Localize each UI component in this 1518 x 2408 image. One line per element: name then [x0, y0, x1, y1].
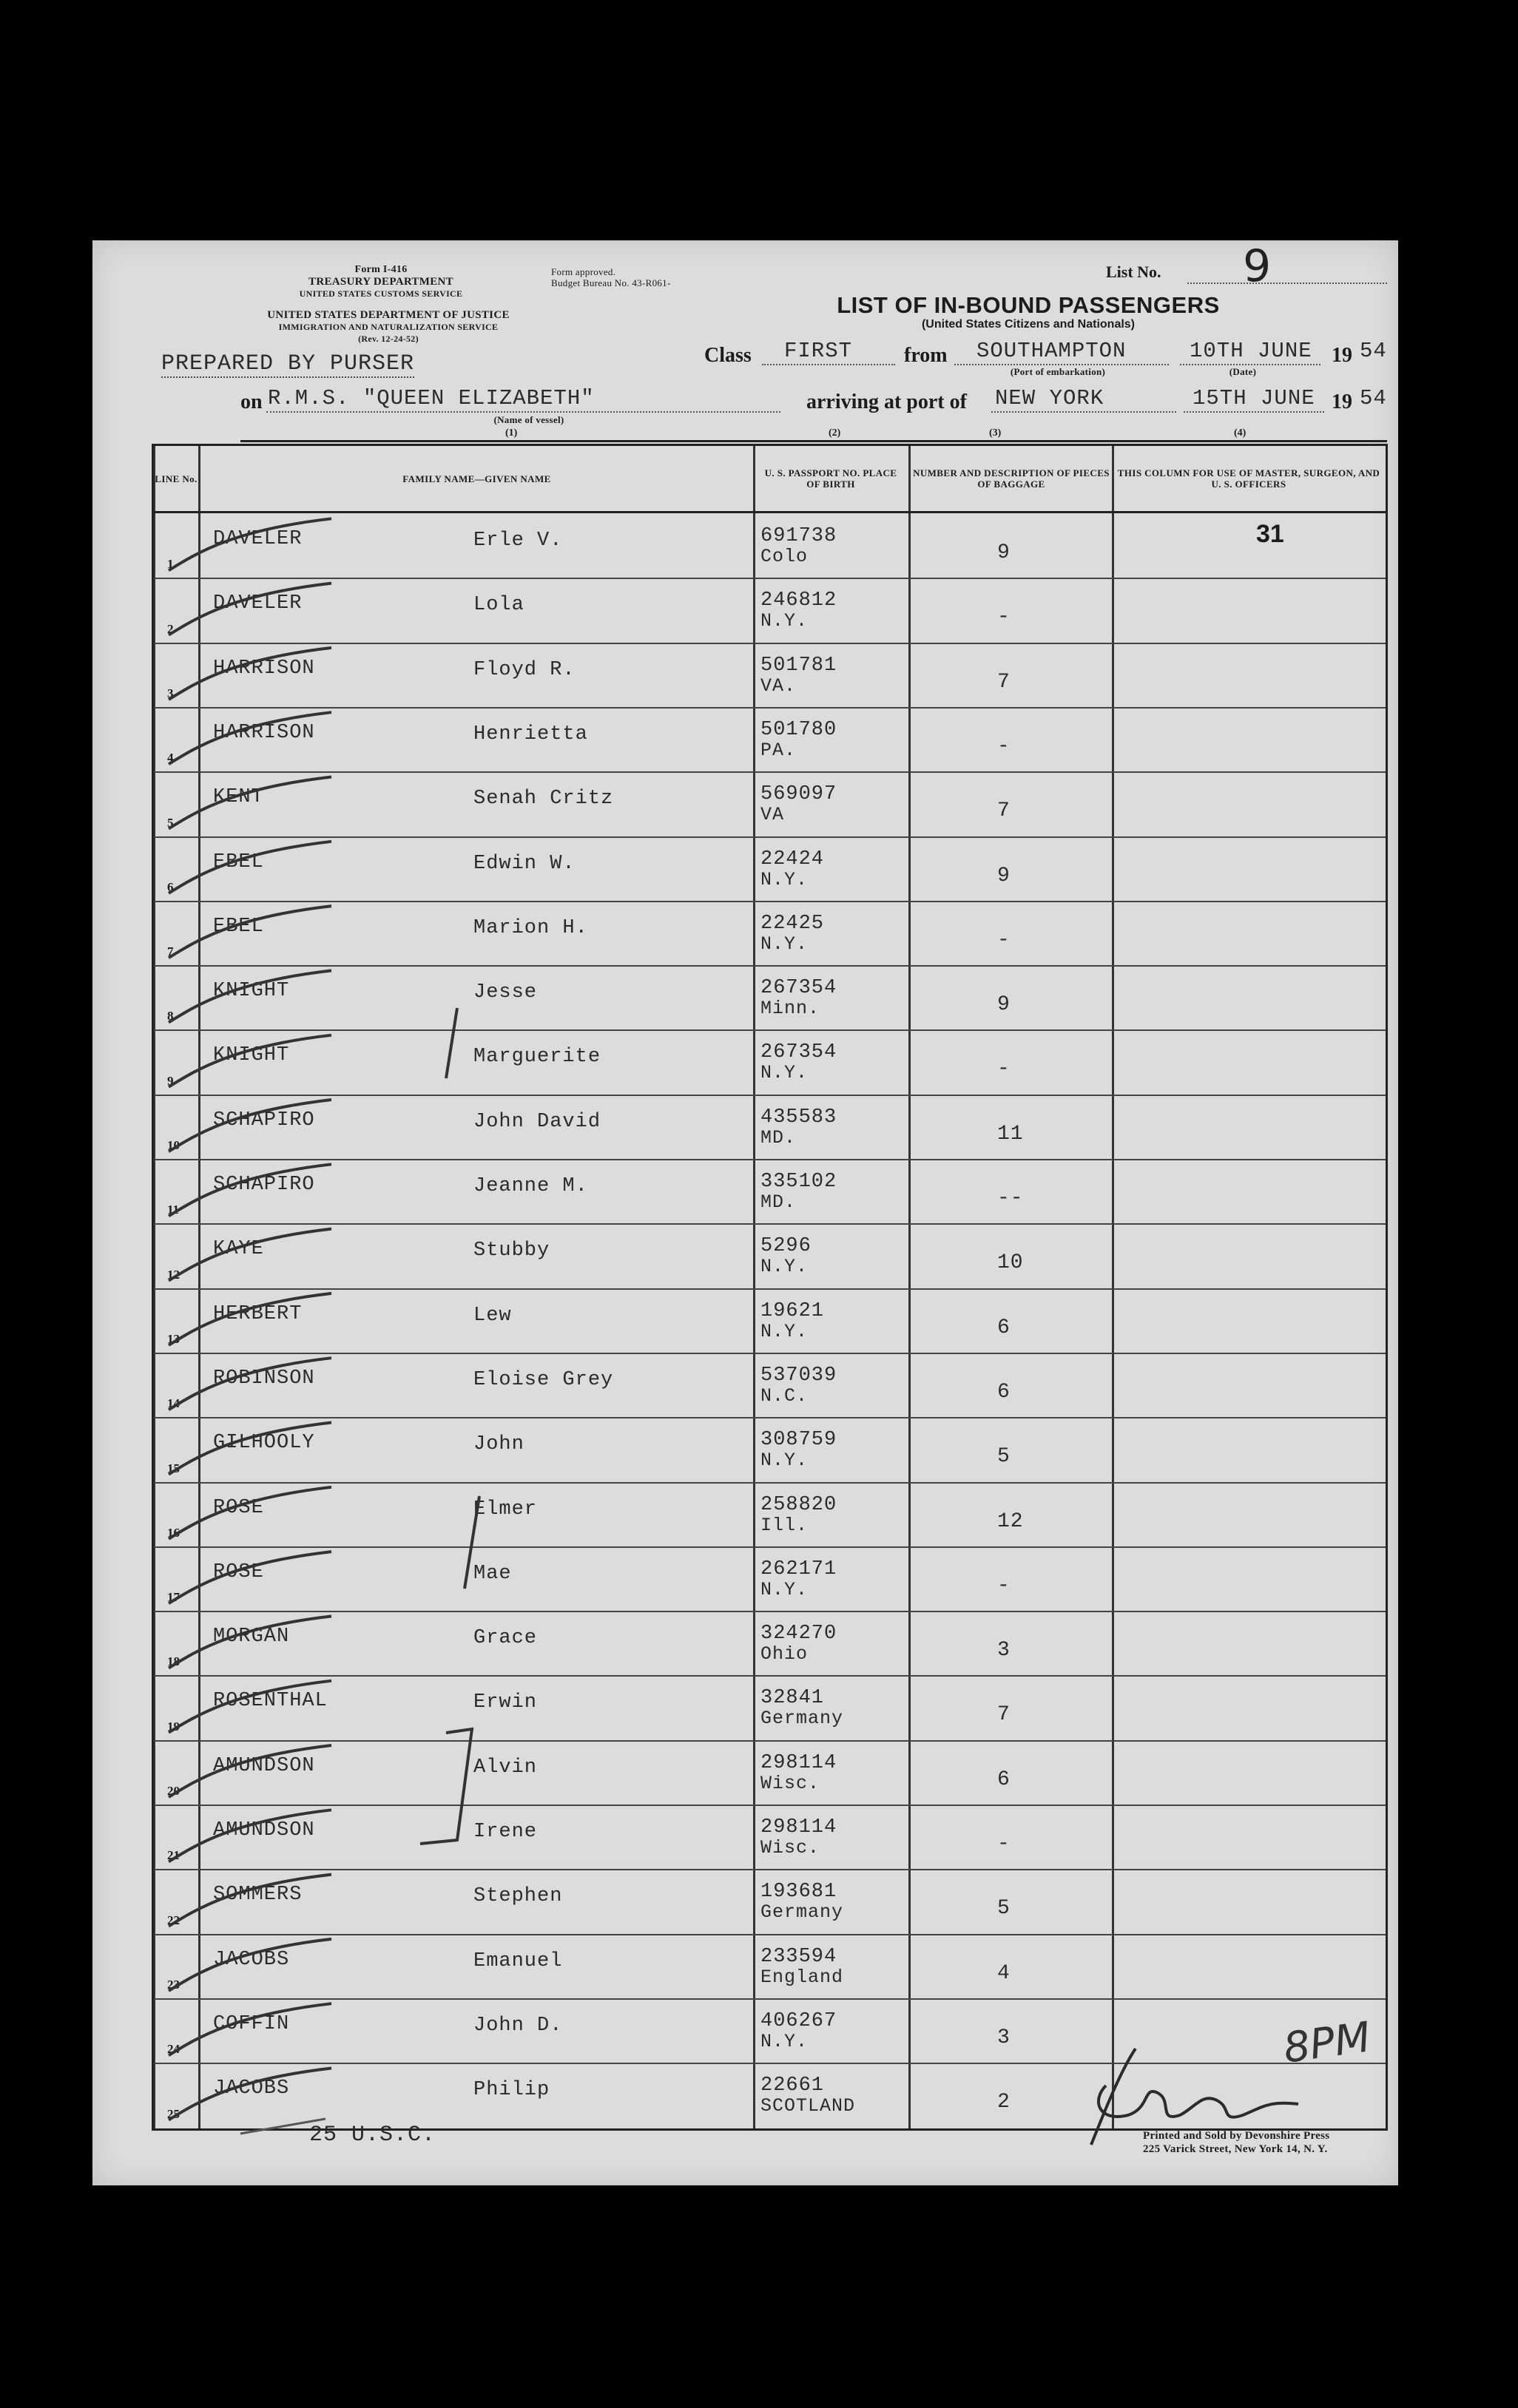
check-mark: [169, 1423, 331, 1475]
class-value: FIRST: [784, 339, 853, 363]
place-of-birth: N.Y.: [760, 1320, 809, 1342]
given-name: Irene: [473, 1821, 538, 1843]
header-rule: [240, 440, 1387, 442]
baggage-count: 5: [997, 1897, 1011, 1921]
place-of-birth: VA.: [760, 674, 797, 697]
given-name: Mae: [473, 1562, 512, 1585]
line-number: 1: [167, 557, 174, 572]
family-name: SCHAPIRO: [213, 1109, 315, 1132]
given-name: Marion H.: [473, 916, 588, 939]
line-number: 14: [167, 1396, 180, 1411]
check-mark: [169, 1100, 331, 1151]
check-mark: [169, 1229, 331, 1281]
place-of-birth: N.Y.: [760, 1062, 809, 1084]
handwritten-time: 8PM: [1281, 2013, 1374, 2073]
line-number: 9: [167, 1073, 174, 1088]
given-name: John D.: [473, 2014, 563, 2037]
passport-number: 262171: [760, 1558, 837, 1580]
line-number: 18: [167, 1654, 180, 1669]
baggage-count: -: [997, 1574, 1011, 1597]
baggage-count: 7: [997, 1703, 1011, 1727]
place-of-birth: Wisc.: [760, 1772, 820, 1794]
check-mark: [169, 1552, 331, 1603]
given-name: Stubby: [473, 1239, 550, 1262]
line-number: 19: [167, 1719, 180, 1734]
given-name: Lew: [473, 1304, 512, 1327]
check-mark: [169, 1035, 331, 1087]
line-number: 23: [167, 1977, 180, 1992]
passenger-table: [152, 444, 1388, 2131]
vessel-name: R.M.S. "QUEEN ELIZABETH": [268, 386, 595, 410]
given-name: Marguerite: [473, 1046, 601, 1069]
class-label: Class: [704, 344, 752, 367]
given-name: John: [473, 1433, 524, 1456]
passport-number: 298114: [760, 1816, 837, 1839]
place-of-birth: Germany: [760, 1901, 844, 1924]
line-number: 10: [167, 1138, 180, 1152]
place-of-birth: MD.: [760, 1126, 797, 1149]
line-number: 22: [167, 1912, 180, 1927]
baggage-count: 6: [997, 1316, 1011, 1339]
baggage-count: 9: [997, 993, 1011, 1017]
justice-header: [237, 309, 540, 345]
given-name: Alvin: [473, 1756, 538, 1779]
check-mark: [169, 1681, 331, 1733]
arrival-year: 54: [1360, 386, 1387, 410]
given-name: Floyd R.: [473, 658, 576, 681]
stray-mark: [237, 2111, 333, 2141]
passport-number: 406267: [760, 2009, 837, 2032]
family-name: AMUNDSON: [213, 1819, 315, 1841]
baggage-count: 9: [997, 864, 1011, 887]
place-of-birth: Colo: [760, 546, 809, 567]
line-number: 25: [167, 2106, 180, 2121]
passport-number: 537039: [760, 1364, 837, 1387]
col-marker-1: (1): [505, 427, 518, 439]
baggage-count: -: [997, 1833, 1011, 1856]
passport-number: 569097: [760, 783, 837, 806]
arrival-date-line: [1184, 411, 1324, 413]
baggage-count: 4: [997, 1961, 1011, 1985]
bracket-mark: [446, 1008, 457, 1078]
given-name: Erwin: [473, 1691, 538, 1714]
line-number: 15: [167, 1461, 180, 1475]
family-name: ROSE: [213, 1496, 264, 1519]
baggage-count: 3: [997, 1639, 1011, 1663]
family-name: MORGAN: [213, 1626, 290, 1648]
family-name: ROSE: [213, 1560, 264, 1583]
check-mark: [169, 1358, 331, 1410]
arriving-label: arriving at port of: [806, 390, 967, 413]
passport-number: 22424: [760, 848, 825, 870]
arrival-port: NEW YORK: [995, 386, 1104, 410]
baggage-count: -: [997, 928, 1011, 952]
line-number: 6: [167, 879, 174, 894]
bracket-mark: [420, 1729, 472, 1844]
baggage-count: 9: [997, 541, 1011, 564]
check-mark: [169, 1487, 331, 1539]
baggage-count: --: [997, 1187, 1024, 1210]
col-marker-2: (2): [829, 427, 841, 439]
passport-number: 501781: [760, 654, 837, 677]
family-name: SCHAPIRO: [213, 1174, 315, 1196]
header-name: FAMILY NAME—GIVEN NAME: [402, 473, 551, 484]
family-name: ROBINSON: [213, 1367, 315, 1390]
printer-line-1: Printed and Sold by Devonshire Press: [1143, 2130, 1330, 2142]
line-number: 24: [167, 2042, 180, 2057]
col-marker-3: (3): [989, 427, 1002, 439]
check-mark: [169, 906, 331, 958]
family-name: HARRISON: [213, 721, 315, 744]
family-name: ROSENTHAL: [213, 1690, 328, 1713]
passport-number: 22661: [760, 2074, 825, 2097]
place-of-birth: England: [760, 1966, 844, 1988]
passport-number: 501780: [760, 718, 837, 741]
passport-number: 267354: [760, 977, 837, 1000]
line-number: 20: [167, 1784, 180, 1798]
line-number: 7: [167, 944, 174, 959]
page-title: LIST OF IN-BOUND PASSENGERS: [837, 292, 1220, 318]
check-mark: [169, 2003, 331, 2055]
family-name: KNIGHT: [213, 980, 290, 1003]
year-prefix-1: 19: [1332, 344, 1352, 367]
printer-line-2: 225 Varick Street, New York 14, N. Y.: [1143, 2143, 1328, 2155]
officer-note: 31: [1256, 520, 1284, 548]
passport-number: 193681: [760, 1881, 837, 1904]
check-mark: [169, 1810, 331, 1861]
passport-number: 335102: [760, 1171, 837, 1193]
place-of-birth: Ohio: [760, 1643, 809, 1665]
passport-number: 233594: [760, 1945, 837, 1968]
family-name: HERBERT: [213, 1302, 303, 1325]
check-mark: [169, 1293, 331, 1345]
family-name: HARRISON: [213, 657, 315, 680]
line-number: 5: [167, 815, 174, 830]
check-mark: [169, 1939, 331, 1991]
ins-service: IMMIGRATION AND NATURALIZATION SERVICE: [278, 322, 499, 332]
line-number: 17: [167, 1590, 180, 1605]
port-caption: (Port of embarkation): [1010, 366, 1106, 377]
form-header-left: [285, 264, 477, 300]
page-subtitle: (United States Citizens and Nationals): [921, 318, 1136, 331]
embarkation-port: SOUTHAMPTON: [976, 339, 1127, 363]
family-name: EBEL: [213, 915, 264, 938]
place-of-birth: N.Y.: [760, 1256, 809, 1278]
passport-number: 258820: [760, 1493, 837, 1516]
baggage-count: 3: [997, 2026, 1011, 2049]
baggage-count: 12: [997, 1509, 1024, 1533]
check-mark: [169, 970, 331, 1022]
port-line: [954, 364, 1169, 365]
given-name: Eloise Grey: [473, 1368, 614, 1391]
header-passport: U. S. PASSPORT NO. PLACE OF BIRTH: [764, 467, 897, 490]
given-name: Elmer: [473, 1498, 538, 1521]
family-name: KNIGHT: [213, 1044, 290, 1067]
passport-number: 19621: [760, 1299, 825, 1322]
family-name: SOMMERS: [213, 1884, 303, 1907]
place-of-birth: N.Y.: [760, 933, 809, 955]
place-of-birth: SCOTLAND: [760, 2095, 856, 2117]
family-name: JACOBS: [213, 2077, 290, 2100]
header-officers: THIS COLUMN FOR USE OF MASTER, SURGEON, AND U. S. OFFICERS: [1117, 467, 1380, 490]
family-name: JACOBS: [213, 1948, 290, 1971]
customs-service: UNITED STATES CUSTOMS SERVICE: [299, 288, 463, 299]
baggage-count: 10: [997, 1251, 1024, 1275]
given-name: Jeanne M.: [473, 1175, 588, 1197]
place-of-birth: MD.: [760, 1191, 797, 1213]
check-mark: [169, 518, 331, 570]
line-number: 3: [167, 686, 174, 700]
year-prefix-2: 19: [1332, 390, 1352, 413]
justice-dept: UNITED STATES DEPARTMENT OF JUSTICE: [267, 309, 510, 321]
family-name: KAYE: [213, 1238, 264, 1261]
arrival-date: 15TH JUNE: [1193, 386, 1315, 410]
passport-number: 691738: [760, 525, 837, 547]
class-line: [762, 364, 895, 365]
baggage-count: 6: [997, 1768, 1011, 1791]
given-name: Philip: [473, 2079, 550, 2102]
header-line-no: LINE No.: [155, 473, 198, 484]
family-name: COFFIN: [213, 2012, 290, 2035]
place-of-birth: N.Y.: [760, 1578, 809, 1600]
treasury-dept: TREASURY DEPARTMENT: [308, 276, 453, 288]
revision: (Rev. 12-24-52): [358, 334, 419, 344]
arrival-port-line: [991, 411, 1176, 413]
departure-date: 10TH JUNE: [1190, 339, 1312, 363]
baggage-count: -: [997, 606, 1011, 629]
from-label: from: [904, 344, 948, 367]
given-name: Stephen: [473, 1885, 563, 1908]
date-line: [1180, 364, 1320, 365]
check-mark: [169, 842, 331, 893]
place-of-birth: PA.: [760, 739, 797, 761]
check-mark: [169, 1164, 331, 1216]
departure-year: 54: [1360, 339, 1387, 363]
form-approval: [551, 266, 751, 288]
passport-number: 298114: [760, 1751, 837, 1774]
family-name: KENT: [213, 786, 264, 809]
bracket-mark: [465, 1496, 479, 1589]
passport-number: 435583: [760, 1106, 837, 1129]
given-name: Grace: [473, 1627, 538, 1650]
header-baggage: NUMBER AND DESCRIPTION OF PIECES OF BAGGAGE: [913, 467, 1110, 490]
baggage-count: 7: [997, 670, 1011, 694]
passport-number: 22425: [760, 912, 825, 935]
passport-number: 267354: [760, 1041, 837, 1064]
given-name: Lola: [473, 594, 524, 617]
baggage-count: 2: [997, 2091, 1011, 2114]
list-no-label: List No.: [1106, 263, 1161, 281]
usc-code: 25 U.S.C.: [309, 2123, 436, 2148]
given-name: Emanuel: [473, 1949, 563, 1972]
vessel-caption: (Name of vessel): [493, 414, 564, 425]
baggage-count: 11: [997, 1122, 1024, 1146]
officer-signature: [1076, 2041, 1328, 2152]
family-name: AMUNDSON: [213, 1754, 315, 1777]
place-of-birth: Wisc.: [760, 1837, 820, 1859]
place-of-birth: N.Y.: [760, 868, 809, 890]
given-name: Henrietta: [473, 723, 588, 745]
baggage-count: -: [997, 734, 1011, 758]
given-name: Jesse: [473, 981, 538, 1004]
budget-bureau: Budget Bureau No. 43-R061-: [551, 277, 671, 288]
baggage-count: -: [997, 1058, 1011, 1081]
given-name: John David: [473, 1110, 601, 1133]
col-marker-4: (4): [1234, 427, 1247, 439]
passport-number: 5296: [760, 1235, 812, 1258]
on-label: on: [240, 390, 263, 413]
check-mark: [169, 648, 331, 700]
check-mark: [169, 1616, 331, 1668]
given-name: Edwin W.: [473, 852, 576, 875]
passport-number: 308759: [760, 1429, 837, 1452]
passport-number: 32841: [760, 1687, 825, 1710]
place-of-birth: N.C.: [760, 1384, 809, 1407]
place-of-birth: Germany: [760, 1708, 844, 1730]
family-name: EBEL: [213, 850, 264, 873]
passport-number: 246812: [760, 589, 837, 612]
check-marks-layer: [154, 446, 1386, 2128]
baggage-count: 7: [997, 799, 1011, 823]
place-of-birth: N.Y.: [760, 1450, 809, 1472]
baggage-count: 5: [997, 1445, 1011, 1469]
line-number: 8: [167, 1009, 174, 1024]
date-caption: (Date): [1229, 366, 1257, 377]
line-number: 13: [167, 1331, 180, 1346]
vessel-line: [266, 411, 780, 413]
list-no-line: [1187, 283, 1387, 284]
family-name: GILHOOLY: [213, 1432, 315, 1455]
passport-number: 324270: [760, 1623, 837, 1646]
place-of-birth: Minn.: [760, 998, 820, 1020]
check-mark: [169, 712, 331, 764]
line-number: 11: [167, 1203, 180, 1217]
approved-text: Form approved.: [551, 266, 616, 277]
line-number: 21: [167, 1848, 180, 1863]
given-name: Erle V.: [473, 530, 563, 552]
baggage-count: 6: [997, 1380, 1011, 1404]
line-number: 4: [167, 751, 174, 765]
form-number: Form I-416: [354, 264, 408, 275]
place-of-birth: N.Y.: [760, 2030, 809, 2052]
family-name: DAVELER: [213, 528, 303, 550]
list-no-value: 9: [1243, 240, 1272, 292]
place-of-birth: VA: [760, 804, 785, 826]
place-of-birth: Ill.: [760, 1514, 809, 1536]
given-name: Senah Critz: [473, 788, 614, 811]
check-mark: [169, 584, 331, 635]
line-number: 2: [167, 621, 174, 636]
check-mark: [169, 777, 331, 829]
check-mark: [169, 1745, 331, 1797]
line-number: 12: [167, 1267, 180, 1282]
family-name: DAVELER: [213, 592, 303, 615]
prepared-by: PREPARED BY PURSER: [161, 351, 415, 376]
check-mark: [169, 1875, 331, 1927]
line-number: 16: [167, 1525, 180, 1540]
place-of-birth: N.Y.: [760, 610, 809, 632]
